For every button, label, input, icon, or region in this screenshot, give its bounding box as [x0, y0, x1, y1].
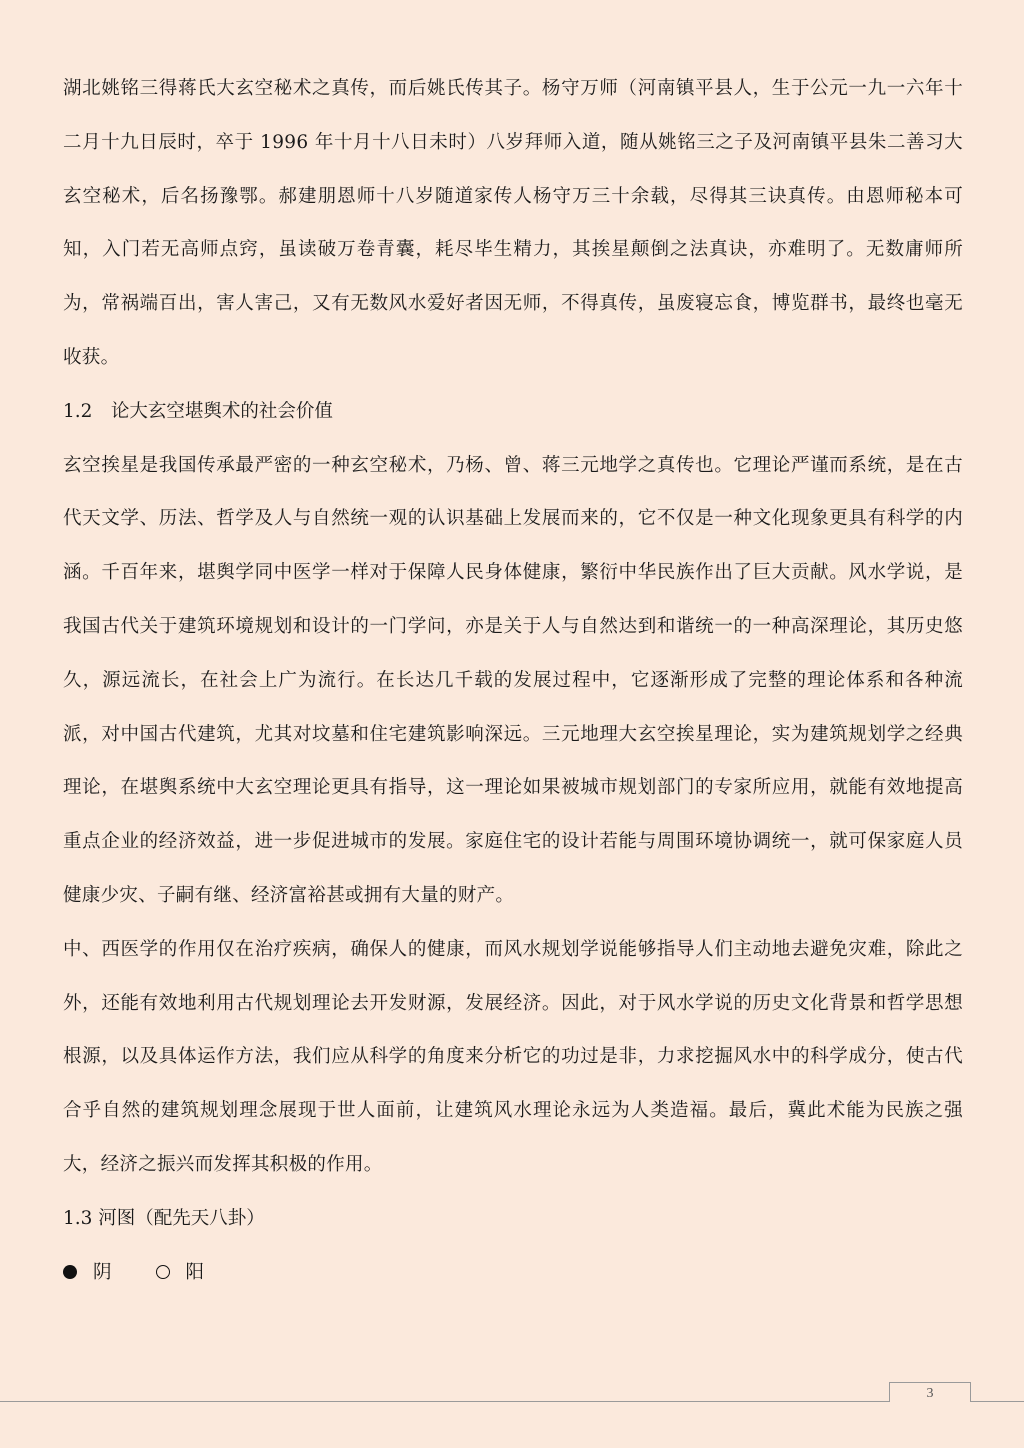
section-heading-1-2: 1.2 论大玄空堪舆术的社会价值	[63, 400, 333, 422]
footer-divider	[0, 1401, 1024, 1402]
filled-circle-icon	[63, 1265, 77, 1279]
document-page	[63, 62, 963, 1299]
section-heading-1-3: 1.3 河图（配先天八卦）	[63, 1207, 265, 1229]
hollow-circle-icon	[156, 1265, 170, 1279]
intro-paragraph: 湖北姚铭三得蒋氏大玄空秘术之真传，而后姚氏传其子。杨守万师（河南镇平县人，生于公元一九一六年十二月十九日辰时，卒于 1996 年十月十八日未时）八岁拜师入道，随从姚铭三之子及河南镇平县朱二善习大玄空秘术，后名扬豫鄂。郝建朋恩师十八岁随道家传人杨守万三十余载，尽得其三诀真传。由恩师秘本可知，入门若无高师点窍，虽读破万卷青囊，耗尽毕生精力，其挨星颠倒之法真诀，亦难明了。无数庸师所为，常祸端百出，害人害己，又有无数风水爱好者因无师，不得真传，虽废寝忘食，博览群书，最终也毫无收获。	[63, 78, 963, 368]
yin-yang-legend	[63, 1246, 963, 1300]
section-1-2-paragraph-2: 中、西医学的作用仅在治疗疾病，确保人的健康，而风水规划学说能够指导人们主动地去避免灾难，除此之外，还能有效地利用古代规划理论去开发财源，发展经济。因此，对于风水学说的历史文化背景和哲学思想根源，以及具体运作方法，我们应从科学的角度来分析它的功过是非，力求挖掘风水中的科学成分，使古代合乎自然的建筑规划理念展现于世人面前，让建筑风水理论永远为人类造福。最后，冀此术能为民族之强大，经济之振兴而发挥其积极的作用。	[63, 938, 963, 1175]
yang-label: 阳	[185, 1261, 205, 1283]
yin-label: 阴	[93, 1261, 112, 1283]
section-1-2-paragraph-1: 玄空挨星是我国传承最严密的一种玄空秘术，乃杨、曾、蒋三元地学之真传也。它理论严谨而系统，是在古代天文学、历法、哲学及人与自然统一观的认识基础上发展而来的，它不仅是一种文化现象更具有科学的内涵。千百年来，堪舆学同中医学一样对于保障人民身体健康，繁衍中华民族作出了巨大贡献。风水学说，是我国古代关于建筑环境规划和设计的一门学问，亦是关于人与自然达到和谐统一的一种高深理论，其历史悠久，源远流长，在社会上广为流行。在长达几千载的发展过程中，它逐渐形成了完整的理论体系和各种流派，对中国古代建筑，尤其对坟墓和住宅建筑影响深远。三元地理大玄空挨星理论，实为建筑规划学之经典理论，在堪舆系统中大玄空理论更具有指导，这一理论如果被城市规划部门的专家所应用，就能有效地提高重点企业的经济效益，进一步促进城市的发展。家庭住宅的设计若能与周围环境协调统一，就可保家庭人员健康少灾、子嗣有继、经济富裕甚或拥有大量的财产。	[63, 454, 963, 906]
page-number: 3	[889, 1382, 971, 1402]
